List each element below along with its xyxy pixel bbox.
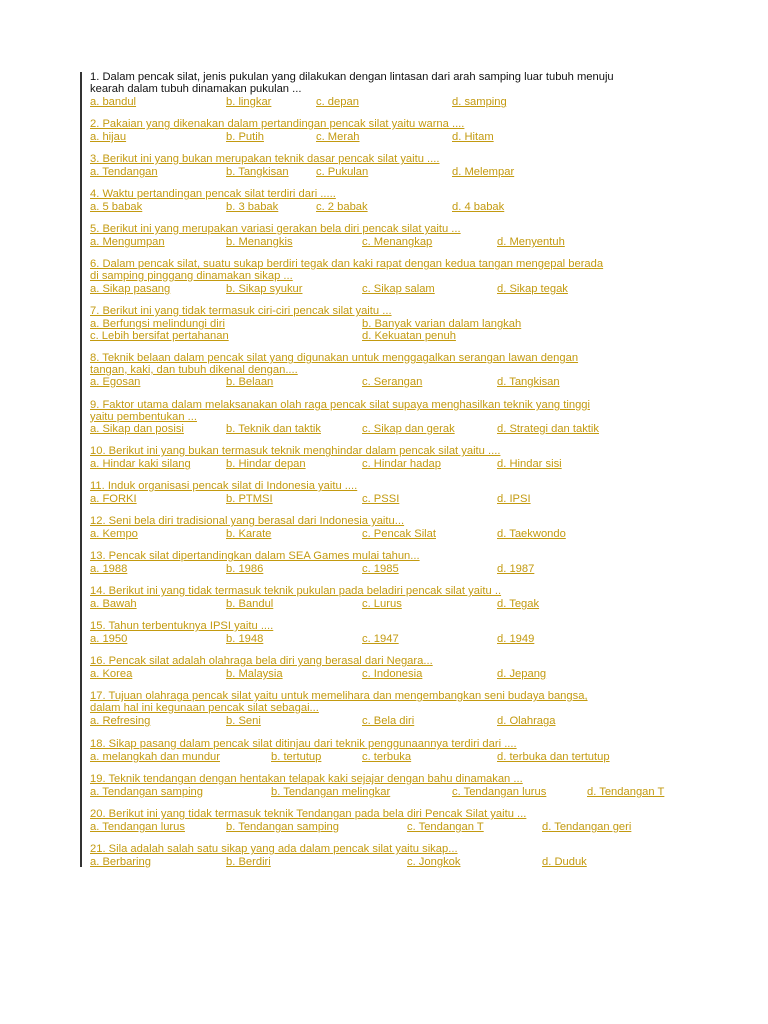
question-15: 15. Tahun terbentuknya IPSI yaitu .... xyxy=(90,620,274,632)
question-5: 5. Berikut ini yang merupakan variasi gerakan bela diri pencak silat yaitu ... xyxy=(90,223,461,235)
q4-option-d[interactable]: d. 4 babak xyxy=(452,201,505,213)
q6-option-a[interactable]: a. Sikap pasang xyxy=(90,283,171,295)
q7-option-d[interactable]: d. Kekuatan penuh xyxy=(362,330,456,342)
q17-option-a[interactable]: a. Refresing xyxy=(90,715,151,727)
question-1: 1. Dalam pencak silat, jenis pukulan yang dilakukan dengan lintasan dari arah samping luar tubuh menuju kearah dalam tubuh dinamakan pukulan ... xyxy=(90,71,614,95)
q8-option-c[interactable]: c. Serangan xyxy=(362,376,423,388)
q18-option-c[interactable]: c. terbuka xyxy=(362,751,412,763)
q6-option-d[interactable]: d. Sikap tegak xyxy=(497,283,568,295)
left-margin-rule xyxy=(80,72,82,867)
q11-option-a[interactable]: a. FORKI xyxy=(90,493,137,505)
question-13: 13. Pencak silat dipertandingkan dalam SEA Games mulai tahun... xyxy=(90,550,420,562)
q4-option-b[interactable]: b. 3 babak xyxy=(226,201,279,213)
q1-option-c[interactable]: c. depan xyxy=(316,96,359,108)
q5-option-b[interactable]: b. Menangkis xyxy=(226,236,293,248)
q7-option-b[interactable]: b. Banyak varian dalam langkah xyxy=(362,318,522,330)
question-17: 17. Tujuan olahraga pencak silat yaitu untuk memelihara dan mengembangkan seni budaya bangsa, dalam hal ini kegunaan pencak silat sebagai... xyxy=(90,690,588,714)
q3-option-b[interactable]: b. Tangkisan xyxy=(226,166,289,178)
q21-option-a[interactable]: a. Berbaring xyxy=(90,856,151,868)
q18-option-b[interactable]: b. tertutup xyxy=(271,751,322,763)
question-19: 19. Teknik tendangan dengan hentakan telapak kaki sejajar dengan bahu dinamakan ... xyxy=(90,773,523,785)
q12-option-b[interactable]: b. Karate xyxy=(226,528,272,540)
q21-option-b[interactable]: b. Berdiri xyxy=(226,856,271,868)
q5-option-d[interactable]: d. Menyentuh xyxy=(497,236,565,248)
q15-option-b[interactable]: b. 1948 xyxy=(226,633,264,645)
q13-option-a[interactable]: a. 1988 xyxy=(90,563,128,575)
q15-option-c[interactable]: c. 1947 xyxy=(362,633,399,645)
q16-option-b[interactable]: b. Malaysia xyxy=(226,668,283,680)
question-11: 11. Induk organisasi pencak silat di Indonesia yaitu .... xyxy=(90,480,358,492)
q11-option-b[interactable]: b. PTMSI xyxy=(226,493,273,505)
q11-option-c[interactable]: c. PSSI xyxy=(362,493,400,505)
q2-option-c[interactable]: c. Merah xyxy=(316,131,360,143)
q2-option-d[interactable]: d. Hitam xyxy=(452,131,494,143)
q15-option-d[interactable]: d. 1949 xyxy=(497,633,535,645)
q10-option-b[interactable]: b. Hindar depan xyxy=(226,458,306,470)
q10-option-d[interactable]: d. Hindar sisi xyxy=(497,458,562,470)
q2-option-a[interactable]: a. hijau xyxy=(90,131,127,143)
q11-option-d[interactable]: d. IPSI xyxy=(497,493,531,505)
q5-option-c[interactable]: c. Menangkap xyxy=(362,236,433,248)
q4-option-c[interactable]: c. 2 babak xyxy=(316,201,368,213)
q16-option-a[interactable]: a. Korea xyxy=(90,668,133,680)
question-21: 21. Sila adalah salah satu sikap yang ada dalam pencak silat yaitu sikap... xyxy=(90,843,458,855)
q14-option-c[interactable]: c. Lurus xyxy=(362,598,402,610)
question-3: 3. Berikut ini yang bukan merupakan teknik dasar pencak silat yaitu .... xyxy=(90,153,440,165)
q12-option-a[interactable]: a. Kempo xyxy=(90,528,138,540)
q5-option-a[interactable]: a. Mengumpan xyxy=(90,236,165,248)
q16-option-c[interactable]: c. Indonesia xyxy=(362,668,423,680)
q3-option-a[interactable]: a. Tendangan xyxy=(90,166,158,178)
q13-option-c[interactable]: c. 1985 xyxy=(362,563,399,575)
q7-option-c[interactable]: c. Lebih bersifat pertahanan xyxy=(90,330,229,342)
question-2: 2. Pakaian yang dikenakan dalam pertandingan pencak silat yaitu warna .... xyxy=(90,118,465,130)
q14-option-b[interactable]: b. Bandul xyxy=(226,598,274,610)
q18-option-d[interactable]: d. terbuka dan tertutup xyxy=(497,751,610,763)
question-9: 9. Faktor utama dalam melaksanakan olah raga pencak silat supaya menghasilkan teknik yang tinggi yaitu pembentukan ... xyxy=(90,399,590,423)
q13-option-d[interactable]: d. 1987 xyxy=(497,563,535,575)
q4-option-a[interactable]: a. 5 babak xyxy=(90,201,143,213)
question-7: 7. Berikut ini yang tidak termasuk ciri-ciri pencak silat yaitu ... xyxy=(90,305,392,317)
q17-option-b[interactable]: b. Seni xyxy=(226,715,261,727)
q9-option-a[interactable]: a. Sikap dan posisi xyxy=(90,423,184,435)
q19-option-b[interactable]: b. Tendangan melingkar xyxy=(271,786,391,798)
q9-option-d[interactable]: d. Strategi dan taktik xyxy=(497,423,599,435)
q20-option-d[interactable]: d. Tendangan geri xyxy=(542,821,632,833)
q6-option-c[interactable]: c. Sikap salam xyxy=(362,283,435,295)
q20-option-b[interactable]: b. Tendangan samping xyxy=(226,821,339,833)
q18-option-a[interactable]: a. melangkah dan mundur xyxy=(90,751,220,763)
question-6: 6. Dalam pencak silat, suatu sukap berdiri tegak dan kaki rapat dengan kedua tangan mengepal berada di samping pinggang dinamakan sikap ... xyxy=(90,258,604,282)
q19-option-c[interactable]: c. Tendangan lurus xyxy=(452,786,547,798)
q15-option-a[interactable]: a. 1950 xyxy=(90,633,128,645)
q6-option-b[interactable]: b. Sikap syukur xyxy=(226,283,303,295)
q20-option-c[interactable]: c. Tendangan T xyxy=(407,821,484,833)
q14-option-a[interactable]: a. Bawah xyxy=(90,598,137,610)
q3-option-c[interactable]: c. Pukulan xyxy=(316,166,369,178)
q12-option-c[interactable]: c. Pencak Silat xyxy=(362,528,436,540)
question-14: 14. Berikut ini yang tidak termasuk teknik pukulan pada beladiri pencak silat yaitu .. xyxy=(90,585,502,597)
q3-option-d[interactable]: d. Melempar xyxy=(452,166,515,178)
q16-option-d[interactable]: d. Jepang xyxy=(497,668,547,680)
question-10: 10. Berikut ini yang bukan termasuk teknik menghindar dalam pencak silat yaitu .... xyxy=(90,445,501,457)
question-20: 20. Berikut ini yang tidak termasuk teknik Tendangan pada bela diri Pencak Silat yaitu ... xyxy=(90,808,527,820)
q2-option-b[interactable]: b. Putih xyxy=(226,131,264,143)
q13-option-b[interactable]: b. 1986 xyxy=(226,563,264,575)
q17-option-c[interactable]: c. Bela diri xyxy=(362,715,415,727)
q17-option-d[interactable]: d. Olahraga xyxy=(497,715,556,727)
question-16: 16. Pencak silat adalah olahraga bela diri yang berasal dari Negara... xyxy=(90,655,433,667)
q21-option-c[interactable]: c. Jongkok xyxy=(407,856,461,868)
q7-option-a[interactable]: a. Berfungsi melindungi diri xyxy=(90,318,225,330)
q9-option-b[interactable]: b. Teknik dan taktik xyxy=(226,423,321,435)
q19-option-d[interactable]: d. Tendangan T xyxy=(587,786,665,798)
q1-option-d[interactable]: d. samping xyxy=(452,96,507,108)
q12-option-d[interactable]: d. Taekwondo xyxy=(497,528,566,540)
question-12: 12. Seni bela diri tradisional yang berasal dari Indonesia yaitu... xyxy=(90,515,405,527)
q20-option-a[interactable]: a. Tendangan lurus xyxy=(90,821,185,833)
q1-option-a[interactable]: a. bandul xyxy=(90,96,137,108)
question-8: 8. Teknik belaan dalam pencak silat yang digunakan untuk menggagalkan serangan lawan dengan tangan, kaki, dan tubuh dikenal dengan.... xyxy=(90,352,579,376)
q10-option-c[interactable]: c. Hindar hadap xyxy=(362,458,441,470)
q8-option-a[interactable]: a. Egosan xyxy=(90,376,141,388)
q19-option-a[interactable]: a. Tendangan samping xyxy=(90,786,203,798)
q21-option-d[interactable]: d. Duduk xyxy=(542,856,587,868)
q1-option-b[interactable]: b. lingkar xyxy=(226,96,272,108)
question-4: 4. Waktu pertandingan pencak silat terdiri dari ..... xyxy=(90,188,336,200)
q8-option-b[interactable]: b. Belaan xyxy=(226,376,274,388)
q10-option-a[interactable]: a. Hindar kaki silang xyxy=(90,458,191,470)
q9-option-c[interactable]: c. Sikap dan gerak xyxy=(362,423,455,435)
q8-option-d[interactable]: d. Tangkisan xyxy=(497,376,560,388)
question-18: 18. Sikap pasang dalam pencak silat ditinjau dari teknik penggunaannya terdiri dari .... xyxy=(90,738,517,750)
q14-option-d[interactable]: d. Tegak xyxy=(497,598,540,610)
